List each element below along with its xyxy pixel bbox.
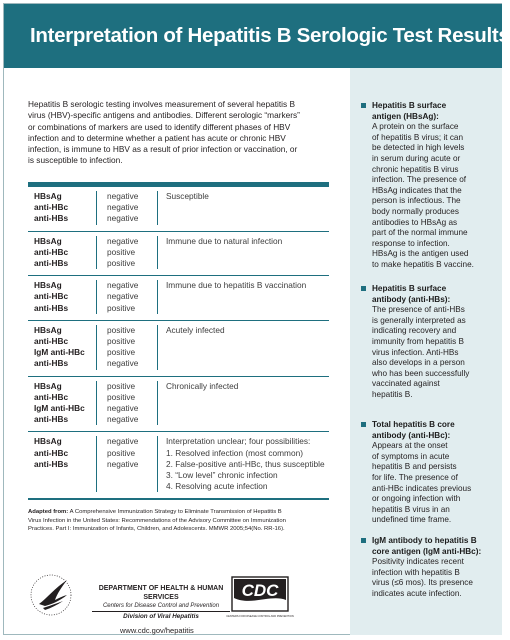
test-result: positive bbox=[107, 380, 136, 391]
adapted-from-citation bbox=[28, 508, 338, 534]
text-line: part of the normal immune bbox=[372, 228, 468, 238]
sidebar-heading bbox=[360, 536, 500, 557]
test-name: anti-HBs bbox=[34, 458, 69, 469]
sidebar-text bbox=[360, 441, 500, 526]
test-result: positive bbox=[107, 336, 136, 347]
test-name: anti-HBs bbox=[34, 258, 69, 269]
text-line: hepatitis B. bbox=[372, 389, 413, 399]
test-result: negative bbox=[107, 202, 139, 213]
text-line: who has been successfully bbox=[372, 368, 470, 378]
intro-line: virus (HBV)-specific antigens and antibodies. Different serologic “markers” bbox=[28, 110, 300, 121]
table-row bbox=[28, 377, 329, 433]
results-cell bbox=[96, 381, 158, 426]
sidebar-heading bbox=[360, 420, 500, 441]
interpretation-text: Immune due to natural infection bbox=[166, 235, 283, 246]
test-name: anti-HBs bbox=[34, 302, 69, 313]
test-name: anti-HBc bbox=[34, 202, 69, 213]
text-line: A protein on the surface bbox=[372, 122, 459, 132]
square-bullet-icon bbox=[361, 103, 366, 108]
test-result: negative bbox=[107, 358, 139, 369]
footer-url: www.cdc.gov/hepatitis bbox=[120, 626, 194, 635]
test-name: HBsAg bbox=[34, 324, 62, 335]
test-result: positive bbox=[107, 246, 136, 257]
table-row bbox=[28, 432, 329, 500]
tests-cell bbox=[28, 191, 96, 225]
table-row bbox=[28, 276, 329, 321]
hhs-eagle-logo-icon bbox=[29, 570, 77, 620]
table-row bbox=[28, 232, 329, 277]
text-line: of hepatitis B virus; it can bbox=[372, 132, 464, 142]
interpretation-cell bbox=[158, 280, 329, 314]
sidebar-item-anti-hbs bbox=[360, 284, 500, 401]
text-line: infection. The presence of bbox=[372, 175, 467, 185]
interpretation-cell bbox=[158, 191, 329, 225]
text-line: Positivity indicates recent bbox=[372, 557, 464, 567]
square-bullet-icon bbox=[361, 286, 366, 291]
test-name: IgM anti-HBc bbox=[34, 347, 85, 358]
test-result: negative bbox=[107, 280, 139, 291]
square-bullet-icon bbox=[361, 538, 366, 543]
results-cell bbox=[96, 325, 158, 370]
test-name: IgM anti-HBc bbox=[34, 403, 85, 414]
table-row bbox=[28, 187, 329, 232]
test-result: negative bbox=[107, 414, 139, 425]
text-line: undefined time frame. bbox=[372, 515, 452, 525]
test-name: anti-HBc bbox=[34, 336, 69, 347]
hhs-department-name: DEPARTMENT OF HEALTH & HUMAN SERVICES bbox=[98, 585, 224, 601]
test-name: HBsAg bbox=[34, 280, 62, 291]
text-line: indicating recovery and bbox=[372, 326, 457, 336]
citation-line: Practices. Part I: Immunization of Infants, Children, and Adolescents. MMWR 2005;54(No. RR-16). bbox=[28, 526, 285, 532]
tests-cell bbox=[28, 280, 96, 314]
text-line: chronic hepatitis B virus bbox=[372, 164, 459, 174]
table-row bbox=[28, 321, 329, 377]
division-name: Division of Viral Hepatitis bbox=[92, 611, 230, 621]
tests-cell bbox=[28, 325, 96, 370]
text-line: body normally produces bbox=[372, 206, 459, 216]
test-result: positive bbox=[107, 258, 136, 269]
test-name: anti-HBs bbox=[34, 414, 69, 425]
text-line: for life. The presence of bbox=[372, 472, 458, 482]
title-banner bbox=[4, 4, 510, 68]
text-line: HBsAg is the antigen used bbox=[372, 249, 469, 259]
interpretation-text: 3. “Low level” chronic infection bbox=[166, 470, 278, 481]
text-line: HBsAg indicates that the bbox=[372, 185, 462, 195]
cdc-logo-caption: CENTERS FOR DISEASE CONTROL AND PREVENTION bbox=[226, 615, 294, 618]
test-result: positive bbox=[107, 302, 136, 313]
text-line: be detected in high levels bbox=[372, 143, 465, 153]
sidebar bbox=[350, 68, 502, 635]
test-name: HBsAg bbox=[34, 380, 62, 391]
test-result: negative bbox=[107, 213, 139, 224]
text-line: Appears at the onset bbox=[372, 441, 448, 451]
sidebar-item-hbsag bbox=[360, 101, 500, 271]
text-line: The presence of anti-HBs bbox=[372, 305, 465, 315]
test-result: positive bbox=[107, 447, 136, 458]
interpretation-text: 1. Resolved infection (most common) bbox=[166, 447, 303, 458]
text-line: also develops in a person bbox=[372, 358, 465, 368]
square-bullet-icon bbox=[361, 422, 366, 427]
text-line: hepatitis B and persists bbox=[372, 462, 457, 472]
interpretation-cell bbox=[158, 236, 329, 270]
test-name: HBsAg bbox=[34, 235, 62, 246]
sidebar-heading bbox=[360, 284, 500, 305]
test-result: negative bbox=[107, 458, 139, 469]
heading-line: antigen (HBsAg): bbox=[372, 111, 439, 121]
intro-line: or combinations of markers are used to identify different phases of HBV bbox=[28, 121, 291, 132]
heading-line: antibody (anti-HBc): bbox=[372, 430, 451, 440]
citation-line: A Comprehensive Immunization Strategy to Eliminate Transmission of Hepatitis B bbox=[69, 509, 282, 515]
text-line: antibodies to HBsAg as bbox=[372, 217, 458, 227]
citation-line: Virus Infection in the United States: Recommendations of the Advisory Committee on Immunization bbox=[28, 517, 286, 524]
intro-paragraph bbox=[28, 99, 328, 167]
text-line: person is infectious. The bbox=[372, 196, 461, 206]
text-line: indicates acute infection. bbox=[372, 588, 462, 598]
intro-line: infection, is immune to HBV as a result of prior infection or vaccination, or bbox=[28, 144, 298, 155]
test-result: negative bbox=[107, 403, 139, 414]
results-cell bbox=[96, 436, 158, 492]
test-name: anti-HBc bbox=[34, 391, 69, 402]
results-cell bbox=[96, 280, 158, 314]
text-line: or ongoing infection with bbox=[372, 494, 461, 504]
test-result: negative bbox=[107, 235, 139, 246]
interpretation-cell bbox=[158, 325, 329, 370]
interpretation-text: Interpretation unclear; four possibilities: bbox=[166, 436, 311, 447]
intro-line: infection and to determine whether a patient has acute or chronic HBV bbox=[28, 132, 286, 143]
interpretation-cell bbox=[158, 436, 329, 492]
test-name: anti-HBs bbox=[34, 358, 69, 369]
heading-line: core antigen (IgM anti-HBc): bbox=[372, 546, 482, 556]
test-name: anti-HBc bbox=[34, 447, 69, 458]
cdc-agency-name: Centers for Disease Control and Prevention bbox=[102, 603, 220, 609]
interpretation-cell bbox=[158, 381, 329, 426]
sidebar-text bbox=[360, 557, 500, 599]
text-line: hepatitis B virus in an bbox=[372, 504, 450, 514]
citation-label: Adapted from: bbox=[28, 509, 69, 515]
text-line: anti-HBc indicates previous bbox=[372, 483, 472, 493]
text-line: is generally interpreted as bbox=[372, 315, 466, 325]
test-result: positive bbox=[107, 324, 136, 335]
sidebar-text bbox=[360, 305, 500, 400]
interpretation-text: 4. Resolving acute infection bbox=[166, 481, 268, 492]
test-result: negative bbox=[107, 436, 139, 447]
cdc-logo-wordmark: CDC bbox=[241, 581, 279, 600]
sidebar-text bbox=[360, 122, 500, 270]
text-line: virus infection. Anti-HBs bbox=[372, 347, 459, 357]
page-title: Interpretation of Hepatitis B Serologic Test Results bbox=[30, 24, 510, 47]
heading-line: Total hepatitis B core bbox=[372, 420, 455, 429]
test-result: negative bbox=[107, 291, 139, 302]
test-name: anti-HBs bbox=[34, 213, 69, 224]
heading-line: IgM antibody to hepatitis B bbox=[372, 536, 477, 545]
text-line: of symptoms in acute bbox=[372, 451, 450, 461]
heading-line: Hepatitis B surface bbox=[372, 101, 447, 110]
test-name: HBsAg bbox=[34, 436, 62, 447]
hhs-department-block bbox=[86, 584, 236, 621]
test-result: positive bbox=[107, 347, 136, 358]
interpretation-text: Immune due to hepatitis B vaccination bbox=[166, 280, 307, 291]
test-name: anti-HBc bbox=[34, 291, 69, 302]
test-name: anti-HBc bbox=[34, 246, 69, 257]
intro-line: Hepatitis B serologic testing involves measurement of several hepatitis B bbox=[28, 99, 296, 109]
text-line: to make hepatitis B vaccine. bbox=[372, 259, 474, 269]
results-cell bbox=[96, 236, 158, 270]
tests-cell bbox=[28, 236, 96, 270]
text-line: immunity from hepatitis B bbox=[372, 336, 464, 346]
tests-cell bbox=[28, 436, 96, 492]
test-name: HBsAg bbox=[34, 191, 62, 201]
text-line: vaccinated against bbox=[372, 379, 440, 389]
cdc-logo-icon bbox=[226, 576, 294, 620]
sidebar-item-igm-anti-hbc bbox=[360, 536, 500, 600]
text-line: in serum during acute or bbox=[372, 153, 461, 163]
sidebar-item-anti-hbc bbox=[360, 420, 500, 526]
serology-table bbox=[28, 182, 329, 500]
interpretation-text: Acutely infected bbox=[166, 324, 225, 335]
tests-cell bbox=[28, 381, 96, 426]
heading-line: Hepatitis B surface bbox=[372, 284, 447, 293]
test-result: negative bbox=[107, 191, 139, 201]
text-line: infection with hepatitis B bbox=[372, 567, 460, 577]
heading-line: antibody (anti-HBs): bbox=[372, 294, 451, 304]
interpretation-text: Chronically infected bbox=[166, 380, 239, 391]
text-line: response to infection. bbox=[372, 238, 450, 248]
sidebar-heading bbox=[360, 101, 500, 122]
test-result: positive bbox=[107, 391, 136, 402]
intro-line: is susceptible to infection. bbox=[28, 155, 123, 166]
results-cell bbox=[96, 191, 158, 225]
interpretation-text: Susceptible bbox=[166, 191, 209, 201]
text-line: virus (≤6 mos). Its presence bbox=[372, 578, 473, 588]
interpretation-text: 2. False-positive anti-HBc, thus susceptible bbox=[166, 458, 325, 469]
